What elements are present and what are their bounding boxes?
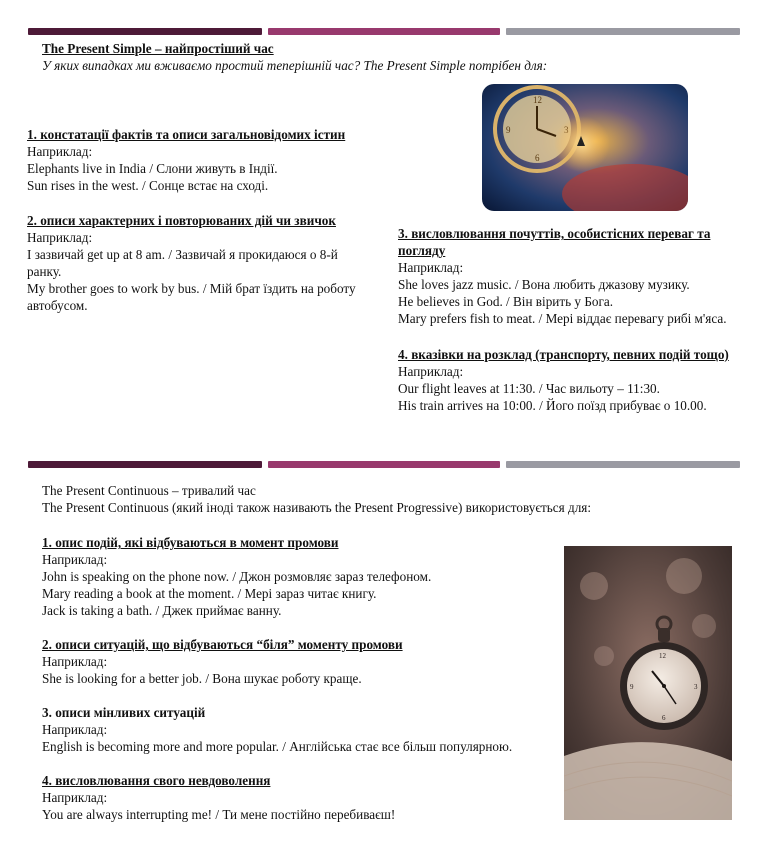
simple-s2-heading: 2. описи характерних і повторюваних дій чи звичок xyxy=(27,213,336,228)
svg-text:3: 3 xyxy=(694,683,698,691)
simple-subtitle: У яких випадках ми вживаємо простий теперішній час? The Present Simple потрібен для: xyxy=(42,58,548,73)
continuous-sections xyxy=(42,534,562,823)
pocket-watch-image xyxy=(564,546,732,820)
example-label: Наприклад: xyxy=(27,230,93,245)
example-line: His train arrives на 10:00. / Його поїзд прибуває о 10.00. xyxy=(398,398,707,413)
example-line: John is speaking on the phone now. / Джон розмовляє зараз телефоном. xyxy=(42,569,432,584)
divider-segment-mid xyxy=(268,28,500,35)
example-line: ранку. xyxy=(27,264,62,279)
divider-segment-grey xyxy=(506,461,740,468)
example-line: Sun rises in the west. / Сонце встає на сході. xyxy=(27,178,269,193)
simple-s3-heading-a: 3. висловлювання почуттів, особистісних переваг та xyxy=(398,226,711,241)
example-line: Jack is taking a bath. / Джек приймає ванну. xyxy=(42,603,282,618)
simple-header xyxy=(42,40,547,74)
example-label: Наприклад: xyxy=(27,144,93,159)
example-label: Наприклад: xyxy=(42,790,108,805)
example-line: I зазвичай get up at 8 am. / Зазвичай я прокидаюся о 8-й xyxy=(27,247,338,262)
svg-text:9: 9 xyxy=(506,125,511,135)
svg-text:12: 12 xyxy=(659,652,666,660)
simple-s1-heading: 1. констатації фактів та описи загальновідомих істин xyxy=(27,127,346,142)
example-line: Mary prefers fish to meat. / Мері віддає перевагу рибі м'яса. xyxy=(398,311,727,326)
example-line: You are always interrupting me! / Ти мене постійно перебиваєш! xyxy=(42,807,396,822)
svg-text:12: 12 xyxy=(533,95,542,105)
continuous-s4-heading: 4. висловлювання свого невдоволення xyxy=(42,773,271,788)
continuous-title: The Present Continuous – тривалий час xyxy=(42,483,256,498)
simple-title: The Present Simple – найпростіший час xyxy=(42,41,274,56)
simple-s3-heading-b: погляду xyxy=(398,243,446,258)
example-label: Наприклад: xyxy=(398,364,464,379)
example-line: He believes in God. / Він вірить у Бога. xyxy=(398,294,614,309)
svg-text:9: 9 xyxy=(630,683,634,691)
top-divider xyxy=(28,28,740,35)
example-line: She is looking for a better job. / Вона шукає роботу краще. xyxy=(42,671,362,686)
example-line: Elephants live in India / Слони живуть в Індії. xyxy=(27,161,278,176)
example-label: Наприклад: xyxy=(42,722,108,737)
svg-text:6: 6 xyxy=(662,714,666,722)
example-label: Наприклад: xyxy=(42,654,108,669)
example-line: автобусом. xyxy=(27,298,88,313)
example-label: Наприклад: xyxy=(398,260,464,275)
example-line: Mary reading a book at the moment. / Мері зараз читає книгу. xyxy=(42,586,377,601)
simple-section-4 xyxy=(398,346,729,414)
example-label: Наприклад: xyxy=(42,552,108,567)
clock-image xyxy=(482,84,688,211)
divider-segment-mid xyxy=(268,461,500,468)
simple-s4-heading: 4. вказівки на розклад (транспорту, певних подій тощо) xyxy=(398,347,729,362)
example-line: Our flight leaves at 11:30. / Час вильоту – 11:30. xyxy=(398,381,660,396)
example-line: She loves jazz music. / Вона любить джазову музику. xyxy=(398,277,690,292)
example-line: English is becoming more and more popular. / Англійська стає все більш популярною. xyxy=(42,739,513,754)
continuous-subtitle: The Present Continuous (який іноді також називають the Present Progressive) використовується для: xyxy=(42,500,592,515)
divider-segment-grey xyxy=(506,28,740,35)
continuous-s3-heading: 3. описи мінливих ситуацій xyxy=(42,705,206,720)
divider-segment-dark xyxy=(28,28,262,35)
middle-divider xyxy=(28,461,740,468)
simple-section-3 xyxy=(398,225,727,327)
simple-section-1 xyxy=(27,126,345,194)
simple-section-2 xyxy=(27,212,356,314)
continuous-s2-heading: 2. описи ситуацій, що відбуваються “біля” моменту промови xyxy=(42,637,403,652)
continuous-s1-heading: 1. опис подій, які відбуваються в момент промови xyxy=(42,535,339,550)
continuous-header xyxy=(42,482,591,516)
svg-text:6: 6 xyxy=(535,153,540,163)
divider-segment-dark xyxy=(28,461,262,468)
example-line: My brother goes to work by bus. / Мій брат їздить на роботу xyxy=(27,281,356,296)
